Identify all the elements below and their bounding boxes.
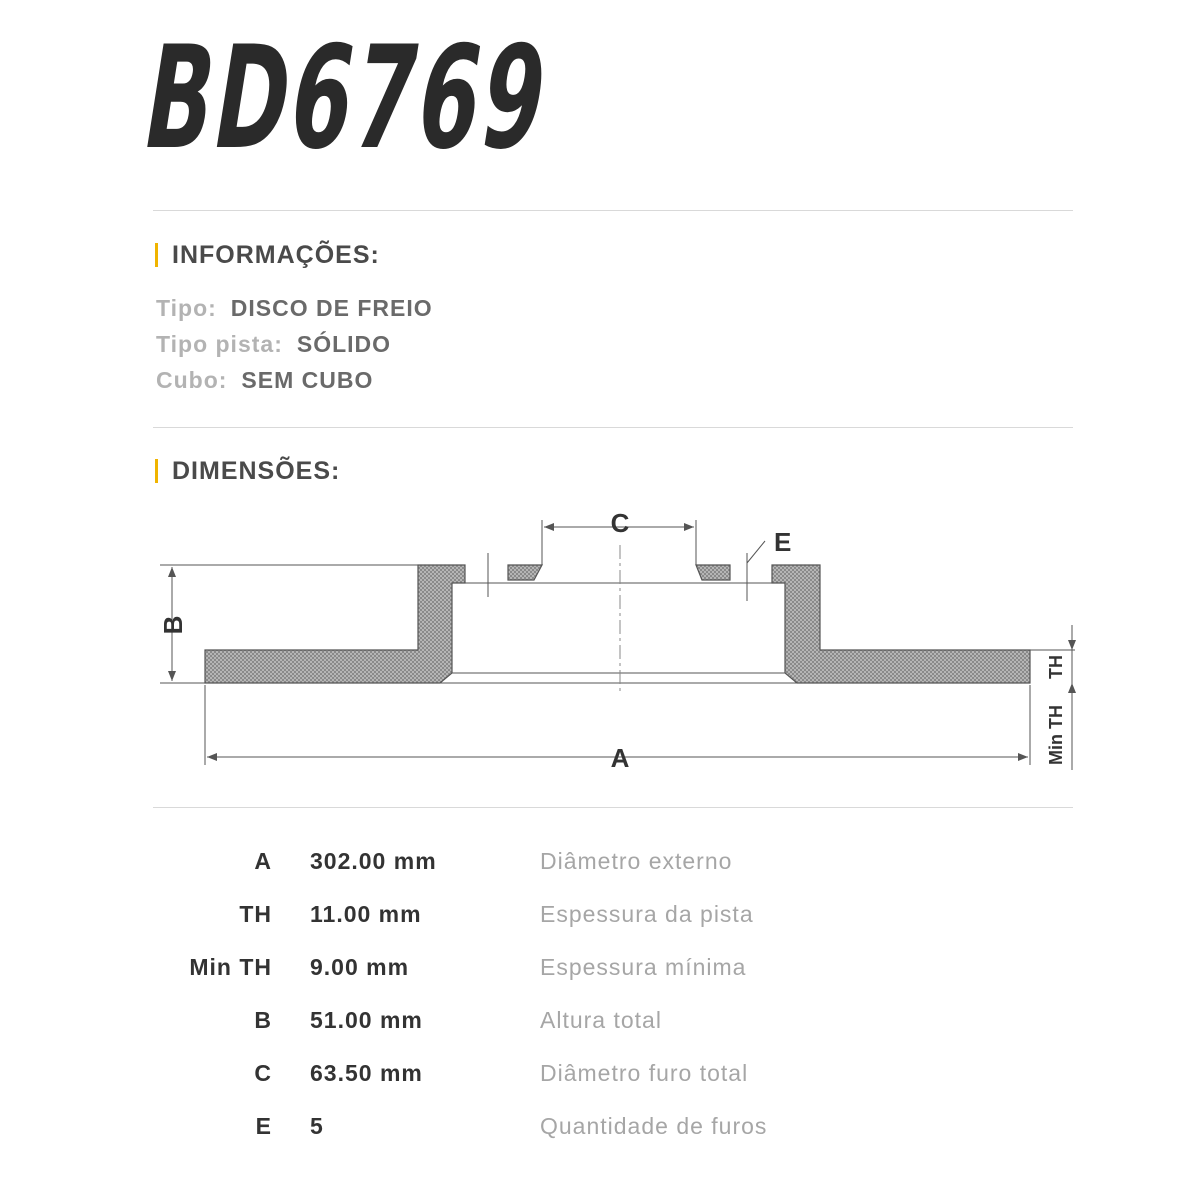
divider-middle xyxy=(153,427,1073,428)
dim-label-c: C xyxy=(610,508,630,538)
dimensions-section-header xyxy=(155,456,340,486)
brake-disc-diagram xyxy=(150,505,1080,785)
info-row-tipo-pista xyxy=(156,331,391,358)
dimension-code: C xyxy=(254,1060,272,1086)
dimension-description: Espessura da pista xyxy=(540,901,754,927)
dimension-row-e xyxy=(0,1113,1200,1153)
dimension-value: 63.50 mm xyxy=(310,1060,423,1086)
info-label: Tipo pista: xyxy=(156,331,283,357)
info-value: SEM CUBO xyxy=(241,367,374,393)
dim-label-a: A xyxy=(610,743,630,773)
dimension-value: 302.00 mm xyxy=(310,848,437,874)
hub-flange-right xyxy=(696,565,730,580)
hub-flange-left xyxy=(508,565,542,580)
disc-section-left xyxy=(205,565,465,683)
dimension-value: 11.00 mm xyxy=(310,901,422,927)
info-label: Cubo: xyxy=(156,367,228,393)
dimension-row-b xyxy=(0,1007,1200,1047)
dimension-value: 51.00 mm xyxy=(310,1007,423,1033)
dimension-code: E xyxy=(255,1113,272,1139)
dimension-value: 9.00 mm xyxy=(310,954,410,980)
dimension-row-th xyxy=(0,901,1200,941)
dimension-row-min-th xyxy=(0,954,1200,994)
dimension-description: Diâmetro furo total xyxy=(540,1060,749,1086)
part-code-title: BD6769 xyxy=(133,16,561,181)
dimensions-heading: DIMENSÕES: xyxy=(172,456,341,485)
info-label: Tipo: xyxy=(156,295,217,321)
dimension-description: Quantidade de furos xyxy=(540,1113,768,1139)
info-value: DISCO DE FREIO xyxy=(230,295,433,321)
info-section-header xyxy=(155,240,380,270)
divider-bottom xyxy=(153,807,1073,808)
dimension-code: B xyxy=(254,1007,272,1033)
accent-bar xyxy=(155,459,158,483)
dimension-description: Diâmetro externo xyxy=(540,848,733,874)
dimension-description: Espessura mínima xyxy=(540,954,747,980)
info-value: SÓLIDO xyxy=(296,331,392,357)
dim-label-e: E xyxy=(774,527,792,557)
dim-label-b: B xyxy=(158,615,188,635)
info-heading: INFORMAÇÕES: xyxy=(172,240,380,269)
dimension-row-c xyxy=(0,1060,1200,1100)
dimension-description: Altura total xyxy=(540,1007,662,1033)
dimension-code: A xyxy=(254,848,272,874)
dimension-code: TH xyxy=(239,901,272,927)
dimension-value: 5 xyxy=(310,1113,324,1139)
dimension-row-a xyxy=(0,848,1200,888)
info-row-cubo xyxy=(156,367,373,394)
accent-bar xyxy=(155,243,158,267)
divider-top xyxy=(153,210,1073,211)
dimension-code: Min TH xyxy=(189,954,272,980)
dim-label-th: TH xyxy=(1046,655,1066,679)
dim-label-min-th: Min TH xyxy=(1046,705,1066,765)
disc-section-right xyxy=(772,565,1030,683)
info-row-tipo xyxy=(156,295,433,322)
